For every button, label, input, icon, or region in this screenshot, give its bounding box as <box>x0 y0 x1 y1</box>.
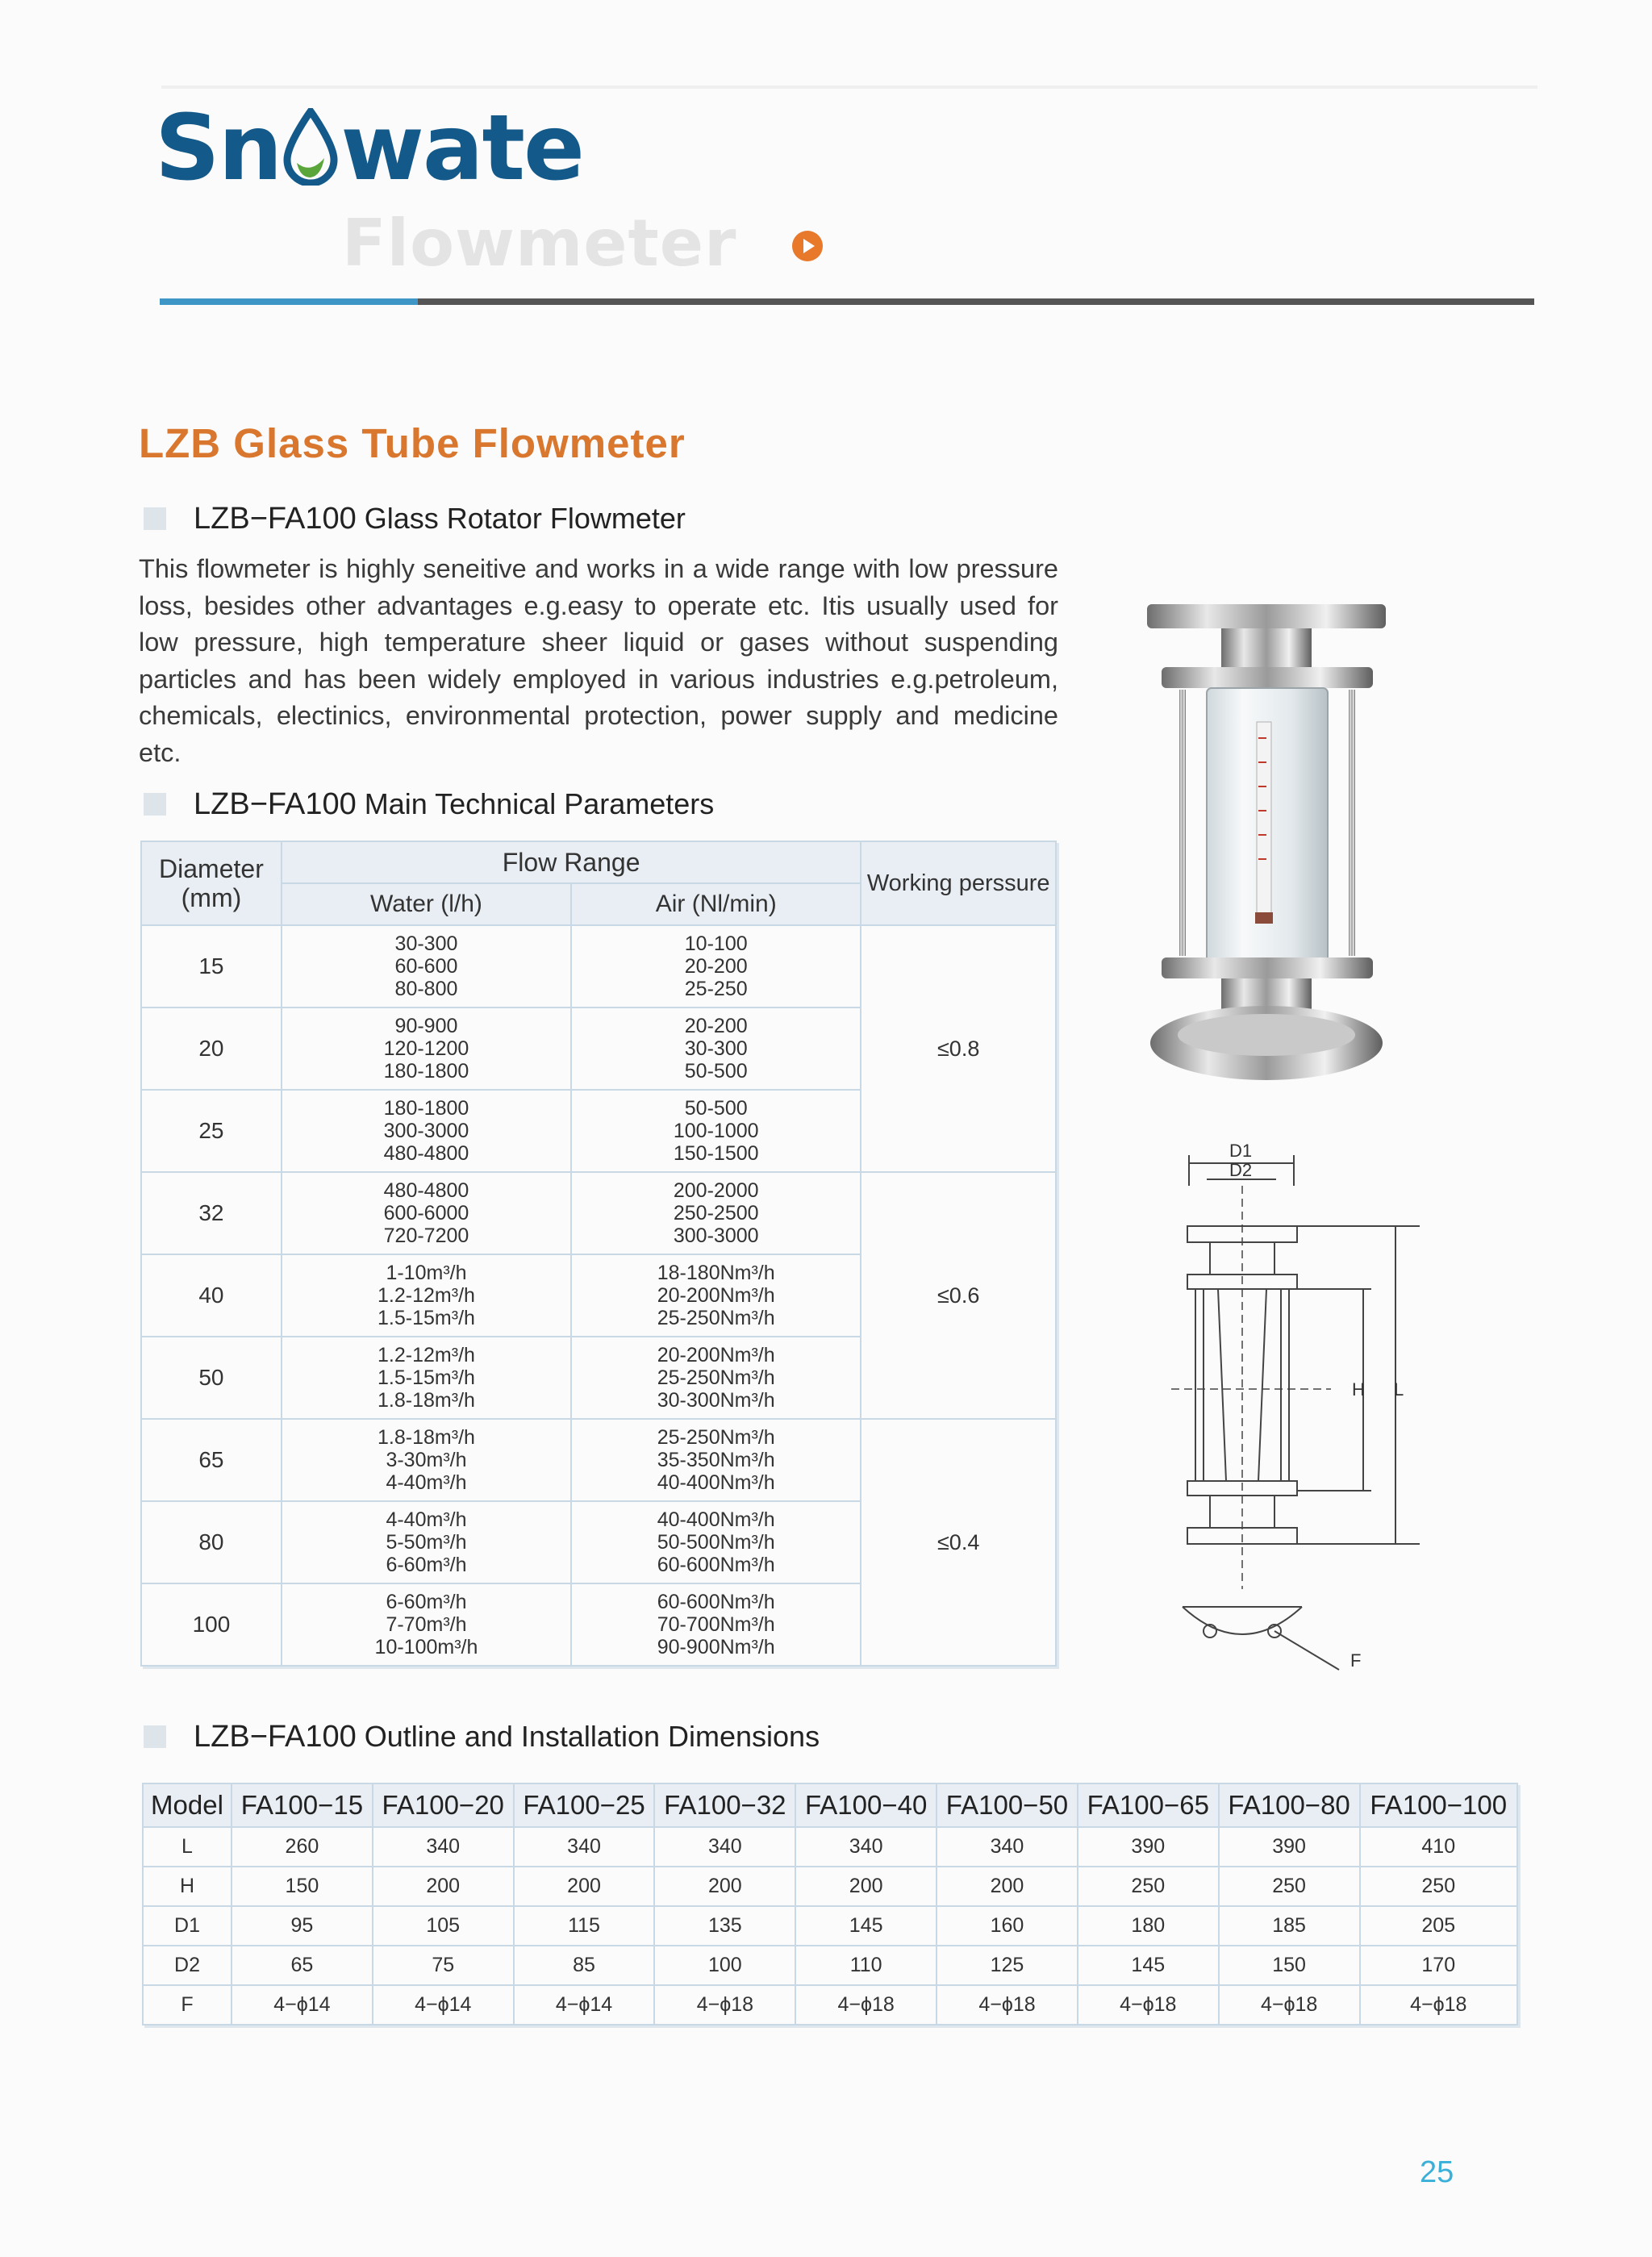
row-label: D1 <box>143 1906 232 1946</box>
dimension-cell: 145 <box>795 1906 937 1946</box>
diameter-cell: 15 <box>141 925 282 1008</box>
dimension-cell: 85 <box>514 1946 655 1985</box>
dimension-drawing <box>1097 1137 1436 1686</box>
label-d1: D1 <box>1229 1141 1253 1161</box>
header-model: Model <box>143 1783 232 1827</box>
bullet-square-icon <box>144 1725 166 1748</box>
product-description: This flowmeter is highly seneitive and works in a wide range with low pressure loss, besides other advantages e.g.easy to operate etc. Itis usually used for low pressure, high temperature sheer liquid or gases without suspending particles and has been widely employed in various industries e.g.petroleum, chemicals, electinics, environmental protection, power supply and medicine etc. <box>139 554 1058 767</box>
air-range-cell: 50-500 100-1000 150-1500 <box>571 1090 861 1172</box>
water-range-cell: 30-300 60-600 80-800 <box>282 925 571 1008</box>
dimension-cell: 115 <box>514 1906 655 1946</box>
header-model-variant: FA100−65 <box>1078 1783 1219 1827</box>
parameters-body <box>141 925 1056 1666</box>
dimension-cell: 180 <box>1078 1906 1219 1946</box>
dimension-cell: 200 <box>514 1867 655 1906</box>
dimension-cell: 250 <box>1360 1867 1518 1906</box>
header-diameter: Diameter (mm) <box>141 841 282 925</box>
diameter-cell: 25 <box>141 1090 282 1172</box>
table-row <box>143 1985 1517 2025</box>
dimension-cell: 185 <box>1219 1906 1360 1946</box>
subheading-text: Glass Rotator Flowmeter <box>356 502 686 535</box>
diameter-cell: 100 <box>141 1583 282 1666</box>
dimension-cell: 4−ϕ18 <box>1219 1985 1360 2025</box>
water-range-cell: 1.2-12m³/h 1.5-15m³/h 1.8-18m³/h <box>282 1337 571 1419</box>
header-model-variant: FA100−32 <box>654 1783 795 1827</box>
diameter-cell: 20 <box>141 1008 282 1090</box>
header-model-variant: FA100−40 <box>795 1783 937 1827</box>
dimensions-header-row <box>143 1783 1517 1827</box>
header-working-pressure: Working perssure <box>861 841 1056 925</box>
logo-text-start: Sn <box>155 96 282 201</box>
table-row <box>141 925 1056 1008</box>
dimension-cell: 4−ϕ18 <box>654 1985 795 2025</box>
dimension-cell: 150 <box>1219 1946 1360 1985</box>
subheading-parameters <box>144 787 714 822</box>
header-rule-accent <box>160 298 418 305</box>
flowmeter-product-image <box>1137 593 1395 1101</box>
row-label: L <box>143 1827 232 1867</box>
dimension-cell: 340 <box>937 1827 1078 1867</box>
subheading-overview <box>144 502 686 536</box>
subheading-model: LZB−FA100 <box>194 502 357 536</box>
header-flow-range: Flow Range <box>282 841 861 883</box>
header-model-variant: FA100−100 <box>1360 1783 1518 1827</box>
table-row <box>143 1867 1517 1906</box>
water-drop-icon <box>281 108 340 186</box>
water-range-cell: 180-1800 300-3000 480-4800 <box>282 1090 571 1172</box>
label-f: F <box>1350 1650 1362 1671</box>
air-range-cell: 200-2000 250-2500 300-3000 <box>571 1172 861 1254</box>
subheading-text: Main Technical Parameters <box>356 787 715 820</box>
header-air: Air (Nl/min) <box>571 883 861 925</box>
dimension-cell: 4−ϕ18 <box>1360 1985 1518 2025</box>
header-model-variant: FA100−15 <box>232 1783 373 1827</box>
header-rule <box>418 298 1534 305</box>
row-label: H <box>143 1867 232 1906</box>
diameter-cell: 65 <box>141 1419 282 1501</box>
diameter-cell: 80 <box>141 1501 282 1583</box>
page-title: LZB Glass Tube Flowmeter <box>139 420 686 466</box>
air-range-cell: 20-200Nm³/h 25-250Nm³/h 30-300Nm³/h <box>571 1337 861 1419</box>
air-range-cell: 40-400Nm³/h 50-500Nm³/h 60-600Nm³/h <box>571 1501 861 1583</box>
play-icon <box>792 231 823 261</box>
dimension-cell: 250 <box>1219 1867 1360 1906</box>
header-model-variant: FA100−50 <box>937 1783 1078 1827</box>
dimension-cell: 205 <box>1360 1906 1518 1946</box>
dimension-cell: 250 <box>1078 1867 1219 1906</box>
header-model-variant: FA100−25 <box>514 1783 655 1827</box>
dimensions-table <box>142 1783 1518 2025</box>
dimension-cell: 390 <box>1078 1827 1219 1867</box>
dimension-cell: 200 <box>654 1867 795 1906</box>
working-pressure-cell: ≤0.8 <box>861 925 1056 1172</box>
diameter-cell: 32 <box>141 1172 282 1254</box>
header-model-variant: FA100−20 <box>373 1783 514 1827</box>
header-model-variant: FA100−80 <box>1219 1783 1360 1827</box>
subheading-text: Outline and Installation Dimensions <box>356 1720 820 1753</box>
parameters-table <box>140 841 1057 1667</box>
dimension-cell: 95 <box>232 1906 373 1946</box>
table-row <box>143 1906 1517 1946</box>
row-label: F <box>143 1985 232 2025</box>
brand-logo <box>155 96 583 201</box>
dimension-cell: 4−ϕ14 <box>373 1985 514 2025</box>
dimension-cell: 4−ϕ18 <box>1078 1985 1219 2025</box>
subheading-model: LZB−FA100 <box>194 787 357 821</box>
dimension-cell: 410 <box>1360 1827 1518 1867</box>
dimension-cell: 160 <box>937 1906 1078 1946</box>
dimension-cell: 390 <box>1219 1827 1360 1867</box>
dimension-cell: 340 <box>514 1827 655 1867</box>
working-pressure-cell: ≤0.6 <box>861 1172 1056 1419</box>
subheading-model: LZB−FA100 <box>194 1720 357 1754</box>
dimension-cell: 4−ϕ18 <box>937 1985 1078 2025</box>
water-range-cell: 1.8-18m³/h 3-30m³/h 4-40m³/h <box>282 1419 571 1501</box>
dimension-cell: 340 <box>373 1827 514 1867</box>
bullet-square-icon <box>144 793 166 816</box>
water-range-cell: 480-4800 600-6000 720-7200 <box>282 1172 571 1254</box>
dimension-cell: 200 <box>795 1867 937 1906</box>
dimension-cell: 4−ϕ14 <box>514 1985 655 2025</box>
dimension-cell: 150 <box>232 1867 373 1906</box>
dimension-cell: 100 <box>654 1946 795 1985</box>
page-number: 25 <box>1420 2155 1454 2189</box>
label-d2: D2 <box>1229 1160 1253 1180</box>
logo-text-end: wate <box>340 96 583 201</box>
dimension-cell: 125 <box>937 1946 1078 1985</box>
diameter-cell: 40 <box>141 1254 282 1337</box>
table-row <box>143 1946 1517 1985</box>
dimension-cell: 4−ϕ18 <box>795 1985 937 2025</box>
header-water: Water (l/h) <box>282 883 571 925</box>
dimension-cell: 135 <box>654 1906 795 1946</box>
label-h: H <box>1352 1379 1365 1400</box>
label-l: L <box>1394 1379 1404 1400</box>
air-range-cell: 10-100 20-200 25-250 <box>571 925 861 1008</box>
row-label: D2 <box>143 1946 232 1985</box>
subheading-dimensions <box>144 1720 820 1754</box>
dimension-cell: 4−ϕ14 <box>232 1985 373 2025</box>
table-row <box>141 1172 1056 1254</box>
water-range-cell: 6-60m³/h 7-70m³/h 10-100m³/h <box>282 1583 571 1666</box>
diameter-cell: 50 <box>141 1337 282 1419</box>
air-range-cell: 20-200 30-300 50-500 <box>571 1008 861 1090</box>
dimension-cell: 105 <box>373 1906 514 1946</box>
dimension-cell: 65 <box>232 1946 373 1985</box>
header-top-line <box>161 86 1537 89</box>
working-pressure-cell: ≤0.4 <box>861 1419 1056 1666</box>
bullet-square-icon <box>144 507 166 530</box>
table-row <box>141 1419 1056 1501</box>
water-range-cell: 1-10m³/h 1.2-12m³/h 1.5-15m³/h <box>282 1254 571 1337</box>
product-wordmark: Flowmeter <box>342 206 737 281</box>
water-range-cell: 4-40m³/h 5-50m³/h 6-60m³/h <box>282 1501 571 1583</box>
table-row <box>143 1827 1517 1867</box>
dimension-cell: 110 <box>795 1946 937 1985</box>
dimension-cell: 340 <box>654 1827 795 1867</box>
dimension-cell: 200 <box>937 1867 1078 1906</box>
water-range-cell: 90-900 120-1200 180-1800 <box>282 1008 571 1090</box>
dimension-cell: 340 <box>795 1827 937 1867</box>
dimension-cell: 260 <box>232 1827 373 1867</box>
dimension-cell: 200 <box>373 1867 514 1906</box>
air-range-cell: 18-180Nm³/h 20-200Nm³/h 25-250Nm³/h <box>571 1254 861 1337</box>
dimension-cell: 75 <box>373 1946 514 1985</box>
dimension-cell: 145 <box>1078 1946 1219 1985</box>
dimension-cell: 170 <box>1360 1946 1518 1985</box>
air-range-cell: 25-250Nm³/h 35-350Nm³/h 40-400Nm³/h <box>571 1419 861 1501</box>
air-range-cell: 60-600Nm³/h 70-700Nm³/h 90-900Nm³/h <box>571 1583 861 1666</box>
dimensions-body <box>143 1827 1517 2025</box>
